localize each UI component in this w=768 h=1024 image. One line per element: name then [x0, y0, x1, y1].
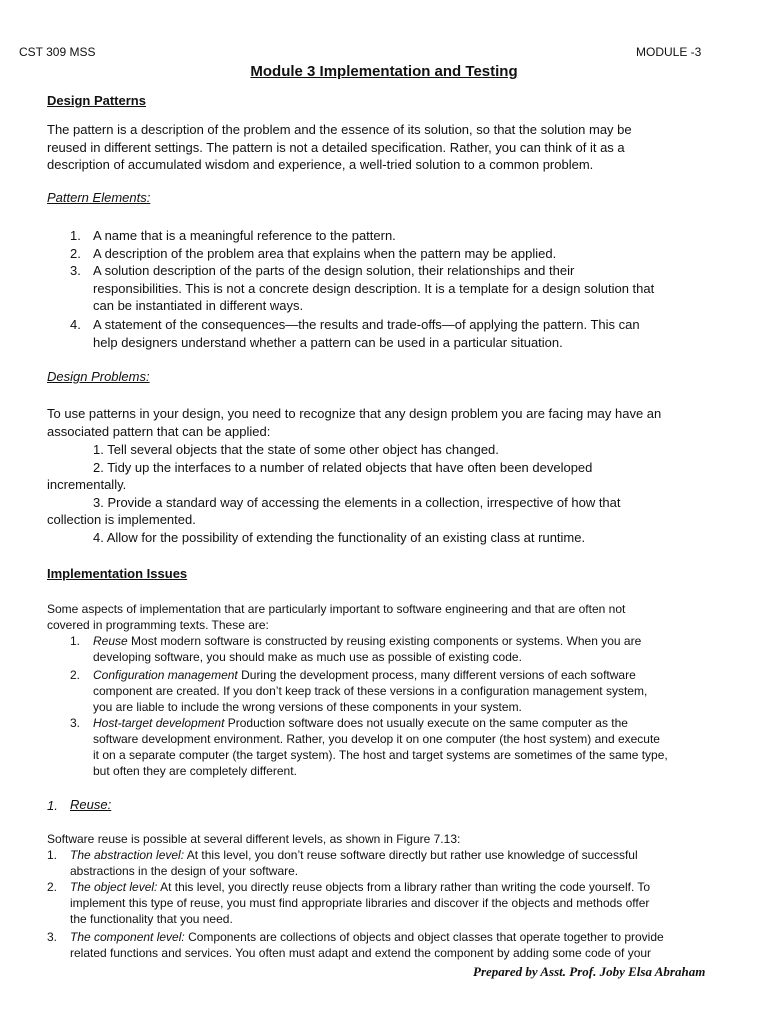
list-item-text: responsibilities. This is not a concrete design description. It is a template for a design solution that: [93, 280, 655, 296]
list-item-text: related functions and services. You often must adapt and extend the component by adding some code of your: [70, 946, 652, 960]
paragraph-line: To use patterns in your design, you need to recognize that any design problem you are facing may have an: [47, 406, 662, 421]
implementation-issues-heading: Implementation Issues: [47, 566, 188, 581]
design-problems-intro: [47, 405, 661, 440]
list-number: 1.: [70, 228, 81, 243]
paragraph-line: The pattern is a description of the problem and the essence of its solution, so that the solution may be: [47, 122, 632, 137]
list-item-text: software development environment. Rather, you develop it on one computer (the host system) and execute: [93, 732, 660, 746]
list-number: 3.: [47, 930, 58, 944]
paragraph-line: associated pattern that can be applied:: [47, 423, 271, 439]
design-problems-list: [47, 441, 621, 546]
list-item-text: it on a separate computer (the target system). The host and target systems are sometimes of the same type,: [93, 748, 668, 762]
list-item-text: During the development process, many different versions of each software: [237, 668, 636, 682]
list-number: 1.: [47, 848, 58, 862]
list-item-term: The abstraction level:: [70, 848, 185, 862]
list-number: 2.: [47, 880, 58, 894]
pattern-elements-heading: Pattern Elements:: [47, 190, 151, 205]
list-number: 2.: [70, 668, 81, 682]
problem-item: 2. Tidy up the interfaces to a number of related objects that have often been developed: [93, 459, 593, 475]
list-item-text: Components are collections of objects and object classes that operate together to provide: [184, 930, 664, 944]
paragraph-line: reused in different settings. The pattern is not a detailed specification. Rather, you can think of it as a: [47, 139, 625, 155]
problem-item-continuation: incrementally.: [47, 477, 127, 492]
list-item-text: implement this type of reuse, you must find appropriate libraries and discover if the objects and methods offer: [70, 896, 650, 910]
implementation-intro: [47, 601, 625, 633]
list-item-text: abstractions in the design of your software.: [70, 864, 299, 878]
list-item-text: At this level, you directly reuse objects from a library rather than writing the code yourself. To: [157, 880, 651, 894]
list-number: 3.: [70, 716, 81, 730]
design-patterns-heading: Design Patterns: [47, 93, 146, 108]
list-item-text: the functionality that you need.: [70, 912, 233, 926]
list-item-text: A statement of the consequences—the results and trade-offs—of applying the pattern. This can: [93, 317, 640, 332]
reuse-intro: Software reuse is possible at several different levels, as shown in Figure 7.13:: [47, 832, 461, 846]
reuse-heading: Reuse:: [70, 797, 112, 812]
list-item-term: The component level:: [70, 930, 185, 944]
list-item-text: developing software, you should make as much use as possible of existing code.: [93, 650, 522, 664]
design-problems-heading: Design Problems:: [47, 369, 150, 384]
list-item-term: Configuration management: [93, 668, 238, 682]
list-item-text: can be instantiated in different ways.: [93, 298, 304, 313]
list-item-text: A solution description of the parts of the design solution, their relationships and their: [93, 263, 575, 278]
header-module-label: MODULE -3: [636, 45, 702, 59]
list-item-text: Production software does not usually execute on the same computer as the: [224, 716, 628, 730]
paragraph-line: covered in programming texts. These are:: [47, 618, 269, 632]
problem-item: 4. Allow for the possibility of extending the functionality of an existing class at runtime.: [93, 529, 586, 545]
header-course-code: CST 309 MSS: [19, 45, 96, 59]
list-item-text: you are liable to include the wrong versions of these components in your system.: [93, 700, 522, 714]
paragraph-line: description of accumulated wisdom and experience, a well-tried solution to a common problem.: [47, 157, 594, 172]
list-item-term: Host-target development: [93, 716, 225, 730]
list-item-text: but often they are completely different.: [93, 764, 297, 778]
list-number: 4.: [70, 317, 81, 332]
list-number: 1.: [70, 634, 81, 648]
list-item-text: A description of the problem area that explains when the pattern may be applied.: [93, 246, 557, 261]
problem-item: 3. Provide a standard way of accessing the elements in a collection, irrespective of how that: [93, 494, 621, 510]
page-title: Module 3 Implementation and Testing: [250, 63, 518, 80]
list-item-text: At this level, you don’t reuse software directly but rather use knowledge of successful: [184, 848, 638, 862]
design-patterns-intro: [47, 121, 632, 174]
problem-item-continuation: collection is implemented.: [47, 512, 196, 527]
list-number: 3.: [70, 263, 81, 278]
list-item-text: A name that is a meaningful reference to the pattern.: [93, 228, 396, 243]
list-item-term: Reuse: [93, 634, 128, 648]
list-item-text: Most modern software is constructed by reusing existing components or systems. When you are: [127, 634, 642, 648]
problem-item: 1. Tell several objects that the state of some other object has changed.: [93, 442, 499, 457]
reuse-number: 1.: [47, 798, 58, 813]
list-item-term: The object level:: [70, 880, 158, 894]
footer-author: Prepared by Asst. Prof. Joby Elsa Abraham: [473, 964, 706, 979]
list-item-text: help designers understand whether a pattern can be used in a particular situation.: [93, 334, 563, 350]
paragraph-line: Some aspects of implementation that are particularly important to software engineering and that are often not: [47, 602, 626, 616]
list-item-text: component are created. If you don’t keep track of these versions in a configuration management system,: [93, 684, 648, 698]
list-number: 2.: [70, 246, 81, 261]
